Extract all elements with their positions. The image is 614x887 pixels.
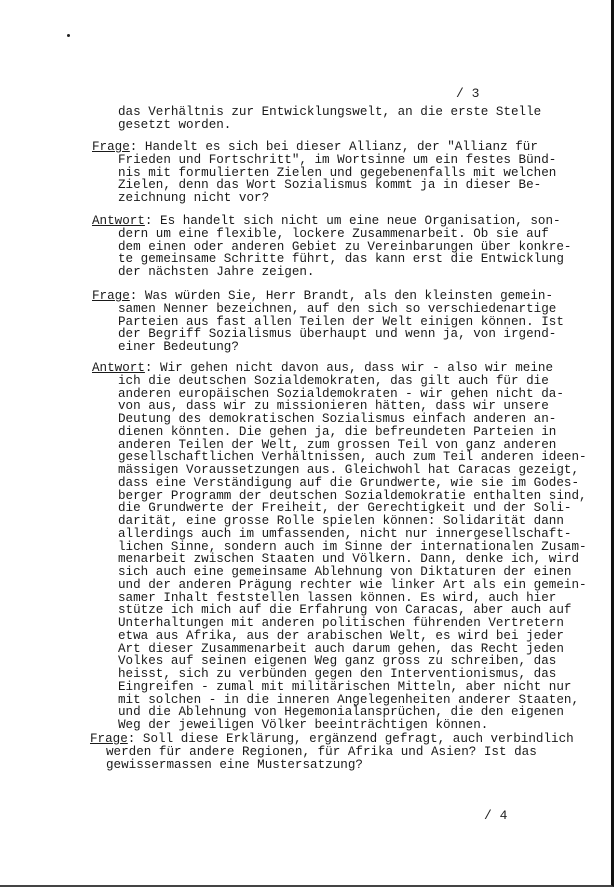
text-line: von aus, dass wir zu missionieren hätten, dass wir unsere xyxy=(118,399,549,414)
text-line: etwa aus Afrika, aus der arabischen Welt, es wird bei jeder xyxy=(118,628,564,643)
text-line: Weg der jeweiligen Völker beeinträchtigen können. xyxy=(118,718,489,732)
line-text: : Was würden Sie, Herr Brandt, als den kleinsten gemein- xyxy=(129,289,554,303)
text-line: lichen Sinne, sondern auch im Sinne der internationalen Zusam- xyxy=(118,539,587,554)
text-line: nis mit formulierten Zielen und gegebenenfalls mit welchen xyxy=(118,165,557,180)
text-line: dem einen oder anderen Gebiet zu Vereinbarungen über konkre- xyxy=(118,239,572,254)
text-line: Art dieser Zusammenarbeit auch darum gehen, das Recht jeden xyxy=(118,641,564,656)
line-text: : Soll diese Erklärung, ergänzend gefragt, auch verbindlich xyxy=(127,732,574,746)
text-line: gesetzt worden. xyxy=(118,117,232,132)
text-line: der Begriff Sozialismus überhaupt und wenn ja, von irgend- xyxy=(118,327,557,342)
text-line: heisst, sich zu verbünden gegen den Interventionismus, das xyxy=(118,667,557,681)
speaker-label: Frage xyxy=(92,140,130,154)
text-line: te gemeinsame Schritte führt, das kann erst die Entwicklung xyxy=(118,252,564,267)
text-line: zeichnung nicht vor? xyxy=(118,191,270,205)
speaker-label: Frage xyxy=(90,732,128,746)
line-text: : Wir gehen nicht davon aus, dass wir - also wir meine xyxy=(144,361,554,375)
text-line: einer Bedeutung? xyxy=(118,340,239,354)
line-text: : Es handelt sich nicht um eine neue Organisation, son- xyxy=(144,214,561,228)
punch-mark xyxy=(67,34,70,37)
text-line: gewissermassen eine Mustersatzung? xyxy=(106,757,363,772)
text-line: ich die deutschen Sozialdemokraten, das gilt auch für die xyxy=(118,373,549,388)
speaker-label: Antwort xyxy=(92,361,145,375)
page-marker-bottom: / 4 xyxy=(484,808,508,823)
text-line: anderen Teilen der Welt, zum grossen Teil von ganz anderen xyxy=(118,437,557,452)
text-line: das Verhältnis zur Entwicklungswelt, an die erste Stelle xyxy=(118,105,542,119)
text-line: menarbeit zwischen Staaten und Völkern. Dann, denke ich, wird xyxy=(118,552,580,567)
text-line: darität, eine grosse Rolle spielen können: Solidarität dann xyxy=(118,514,564,528)
text-line: werden für andere Regionen, für Afrika und Asien? Ist das xyxy=(106,744,537,759)
text-line: samer Inhalt feststellen lassen können. Es wird, auch hier xyxy=(118,590,557,605)
text-line: anderen europäischen Sozialdemokraten - wir gehen nicht da- xyxy=(118,386,564,401)
text-line: allerdings auch im umfassenden, nicht nur innergesellschaft- xyxy=(118,526,572,541)
text-line: und der anderen Prägung rechter wie linker Art als ein gemein- xyxy=(118,577,587,592)
speaker-label: Frage xyxy=(92,289,130,303)
text-line: Deutung des demokratischen Sozialismus einfach anderen an- xyxy=(118,412,557,426)
text-line: gesellschaftlichen Verhältnissen, auch zum Teil anderen ideen- xyxy=(118,450,587,465)
text-line: die Grundwerte der Freiheit, der Gerechtigkeit und der Soli- xyxy=(118,501,572,516)
line-text: : Handelt es sich bei dieser Allianz, der "Allianz für xyxy=(129,140,538,154)
text-line: mit solchen - in die inneren Angelegenheiten anderer Staaten, xyxy=(118,692,580,707)
text-line: mässigen Voraussetzungen aus. Gleichwohl hat Caracas gezeigt, xyxy=(118,463,580,477)
speaker-label: Antwort xyxy=(92,214,145,228)
text-line: stütze ich mich auf die Erfahrung von Caracas, aber auch auf xyxy=(118,603,572,618)
text-line: sich auch eine gemeinsame Ablehnung von Diktaturen der einen xyxy=(118,565,572,579)
text-line: Volkes auf seinen eigenen Weg ganz gross zu schreiben, das xyxy=(118,654,557,669)
text-line: Parteien aus fast allen Teilen der Welt einigen können. Ist xyxy=(118,314,564,329)
text-line: Unterhaltungen mit anderen politischen führenden Vertretern xyxy=(118,616,564,630)
text-line: und die Ablehnung von Hegemonialansprüchen, die den eigenen xyxy=(118,705,564,720)
text-line: samen Nenner bezeichnen, auf den sich so verschiedenartige xyxy=(118,301,557,316)
text-line: dern um eine flexible, lockere Zusammenarbeit. Ob sie auf xyxy=(118,226,549,241)
text-line: berger Programm der deutschen Sozialdemokratie enthalten sind, xyxy=(118,488,587,503)
text-line: der nächsten Jahre zeigen. xyxy=(118,265,315,279)
text-line: Eingreifen - zumal mit militärischen Mitteln, aber nicht nur xyxy=(118,679,572,694)
text-line: Zielen, denn das Wort Sozialismus kommt ja in dieser Be- xyxy=(118,178,542,193)
text-line: dienen könnten. Die gehen ja, die befreundeten Parteien in xyxy=(118,424,557,439)
text-line: Frieden und Fortschritt", im Wortsinne um ein festes Bünd- xyxy=(118,152,557,167)
page-marker-top: / 3 xyxy=(456,86,480,101)
text-line: dass eine Verständigung auf die Grundwerte, wie sie im Godes- xyxy=(118,475,580,490)
